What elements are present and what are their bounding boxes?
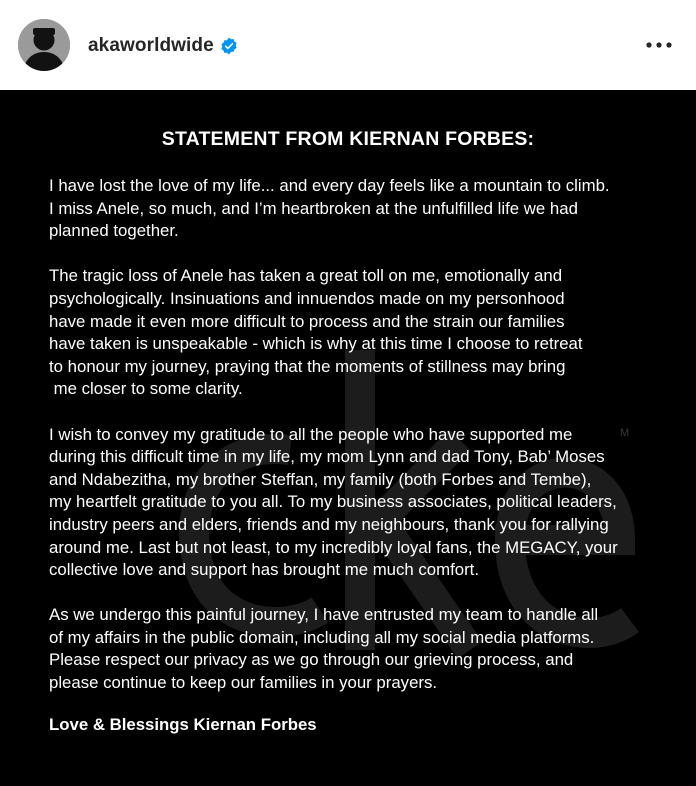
verified-badge-icon xyxy=(220,37,238,55)
username[interactable]: akaworldwide xyxy=(88,35,214,56)
statement-title: STATEMENT FROM KIERNAN FORBES: xyxy=(161,128,535,150)
text-line: have taken is unspeakable - which is why at this time I choose to retreat xyxy=(49,334,583,354)
text-line: I have lost the love of my life... and every day feels like a mountain to climb. xyxy=(49,176,610,195)
text-line: have made it even more difficult to process and the strain our families xyxy=(49,311,565,331)
text-line: me closer to some clarity. xyxy=(49,379,243,399)
text-line: collective love and support has brought me much comfort. xyxy=(49,560,480,580)
text-line: during this difficult time in my life, my mom Lynn and dad Tony, Bab’ Moses xyxy=(49,447,605,467)
text-line: The tragic loss of Anele has taken a great toll on me, emotionally and xyxy=(49,266,563,286)
watermark-tm: M xyxy=(620,427,630,439)
statement-signoff: Love & Blessings Kiernan Forbes xyxy=(49,715,317,734)
post-image[interactable] xyxy=(0,90,696,786)
post-header xyxy=(0,0,696,90)
text-line: I miss Anele, so much, and I’m heartbroken at the unfulfilled life we had xyxy=(49,198,578,218)
text-line: planned together. xyxy=(49,221,179,241)
paragraph-2 xyxy=(49,265,669,401)
more-options-button[interactable] xyxy=(644,32,674,58)
text-line: industry peers and elders, friends and my neighbours, thank you for rallying xyxy=(49,514,609,534)
profile-silhouette-icon xyxy=(18,19,70,71)
username-row xyxy=(88,33,238,59)
text-line: around me. Last but not least, to my incredibly loyal fans, the MEGACY, your xyxy=(49,537,618,557)
text-line: psychologically. Insinuations and innuendos made on my personhood xyxy=(49,288,565,308)
text-line: of my affairs in the public domain, including all my social media platforms. xyxy=(49,627,595,647)
text-line: I wish to convey my gratitude to all the people who have supported me xyxy=(49,424,573,444)
statement-body xyxy=(49,175,669,717)
text-line: to honour my journey, praying that the moments of stillness may bring xyxy=(49,356,566,376)
paragraph-1 xyxy=(49,175,669,243)
text-line: As we undergo this painful journey, I have entrusted my team to handle all xyxy=(49,605,599,625)
text-line: Please respect our privacy as we go through our grieving process, and xyxy=(49,650,574,670)
avatar[interactable] xyxy=(18,19,70,71)
paragraph-3 xyxy=(49,424,669,582)
more-horizontal-icon xyxy=(646,42,672,48)
text-line: my heartfelt gratitude to you all. To my business associates, political leaders, xyxy=(49,492,617,512)
text-line: and Ndabezitha, my brother Steffan, my family (both Forbes and Tembe), xyxy=(49,469,592,489)
text-line: please continue to keep our families in your prayers. xyxy=(49,673,438,693)
paragraph-4 xyxy=(49,604,669,694)
